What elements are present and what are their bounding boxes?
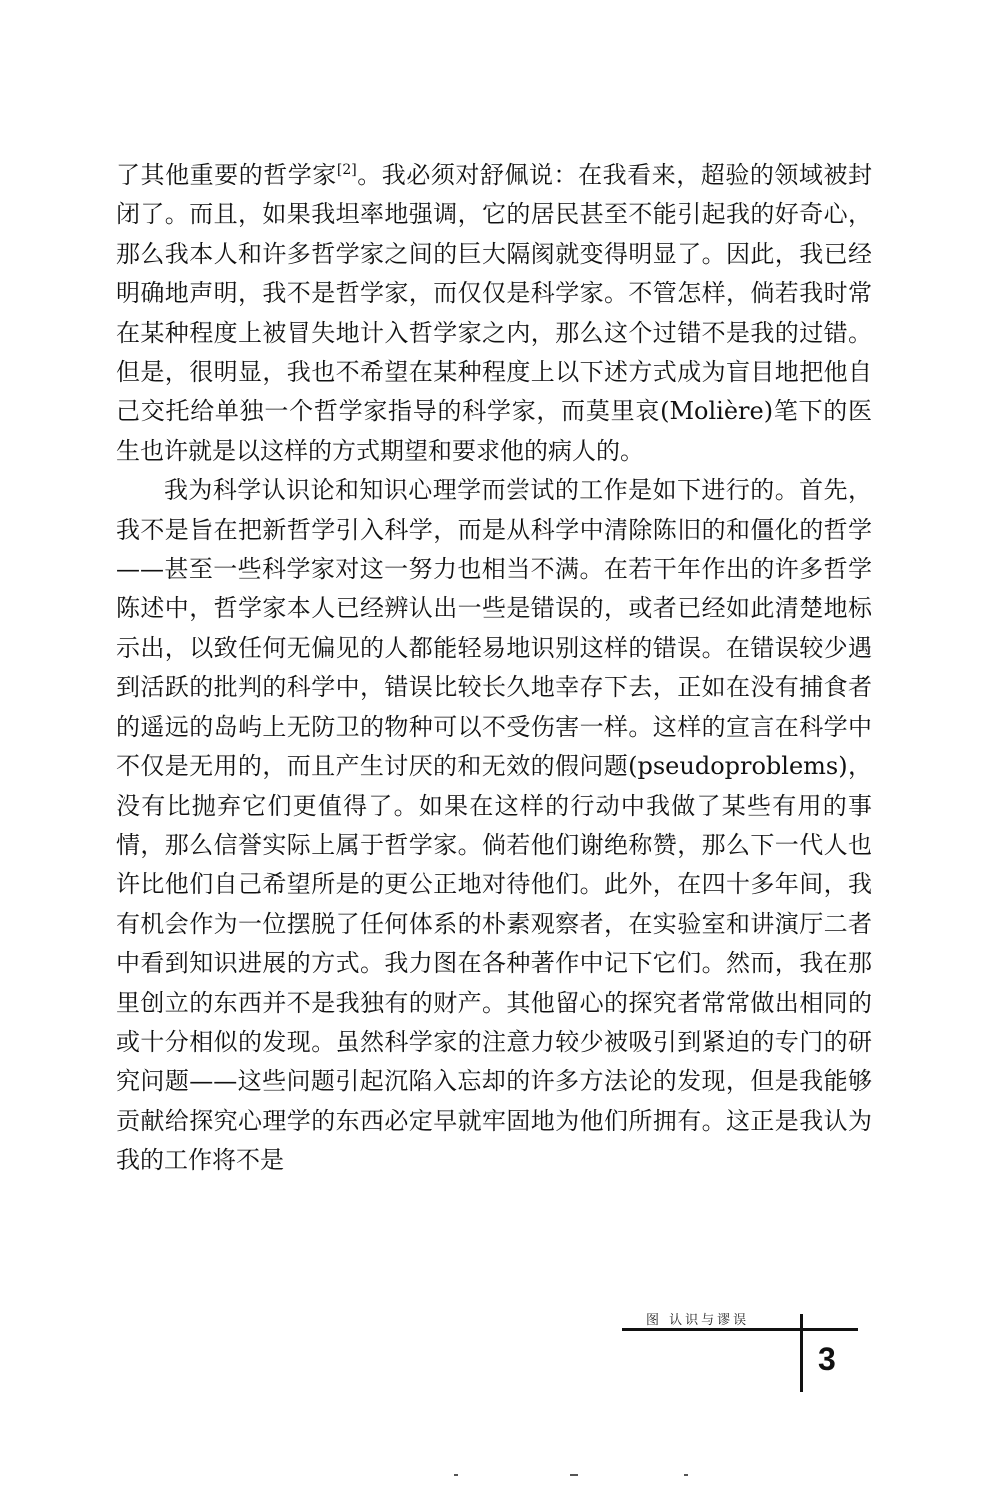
footnote-marker: [2] bbox=[336, 162, 357, 178]
footer-vertical-bar bbox=[800, 1314, 803, 1392]
scan-speck bbox=[454, 1474, 458, 1476]
scan-speck bbox=[684, 1474, 688, 1476]
page-number: 3 bbox=[818, 1341, 836, 1377]
footer-rule bbox=[622, 1328, 858, 1331]
running-title: 图 认识与谬误 bbox=[646, 1313, 750, 1328]
scan-speck bbox=[570, 1474, 578, 1476]
paragraph-1-text-start: 了其他重要的哲学家 bbox=[116, 161, 337, 189]
paragraph-2: 我为科学认识论和知识心理学而尝试的工作是如下进行的。首先，我不是旨在把新哲学引入科学，而是从科学中清除陈旧的和僵化的哲学——甚至一些科学家对这一努力也相当不满。在若干年作出的许多哲学陈述中，哲学家本人已经辨认出一些是错误的，或者已经如此清楚地标示出，以致任何无偏见的人都能轻易地识别这样的错误。在错误较少遇到活跃的批判的科学中，错误比较长久地幸存下去，正如在没有捕食者的遥远的岛屿上无防卫的物种可以不受伤害一样。这样的宣言在科学中不仅是无用的，而且产生讨厌的和无效的假问题(pseudoproblems)，没有比抛弃它们更值得了。如果在这样的行动中我做了某些有用的事情，那么信誉实际上属于哲学家。倘若他们谢绝称赞，那么下一代人也许比他们自己希望所是的更公正地对待他们。此外，在四十多年间，我有机会作为一位摆脱了任何体系的朴素观察者，在实验室和讲演厅二者中看到知识进展的方式。我力图在各种著作中记下它们。然而，我在那里创立的东西并不是我独有的财产。其他留心的探究者常常做出相同的或十分相似的发现。虽然科学家的注意力较少被吸引到紧迫的专门的研究问题——这些问题引起沉陷入忘却的许多方法论的发现，但是我能够贡献给探究心理学的东西必定早就牢固地为他们所拥有。这正是我认为我的工作将不是 bbox=[116, 476, 872, 1175]
body-text bbox=[116, 156, 872, 1181]
paragraph-1-text-rest: 。我必须对舒佩说：在我看来，超验的领域被封闭了。而且，如果我坦率地强调，它的居民甚至不能引起我的好奇心，那么我本人和许多哲学家之间的巨大隔阂就变得明显了。因此，我已经明确地声明，我不是哲学家，而仅仅是科学家。不管怎样，倘若我时常在某种程度上被冒失地计入哲学家之内，那么这个过错不是我的过错。但是，很明显，我也不希望在某种程度上以下述方式成为盲目地把他自己交托给单独一个哲学家指导的科学家，而莫里哀(Molière)笔下的医生也许就是以这样的方式期望和要求他的病人的。 bbox=[116, 161, 873, 465]
paragraph-1 bbox=[116, 156, 872, 471]
